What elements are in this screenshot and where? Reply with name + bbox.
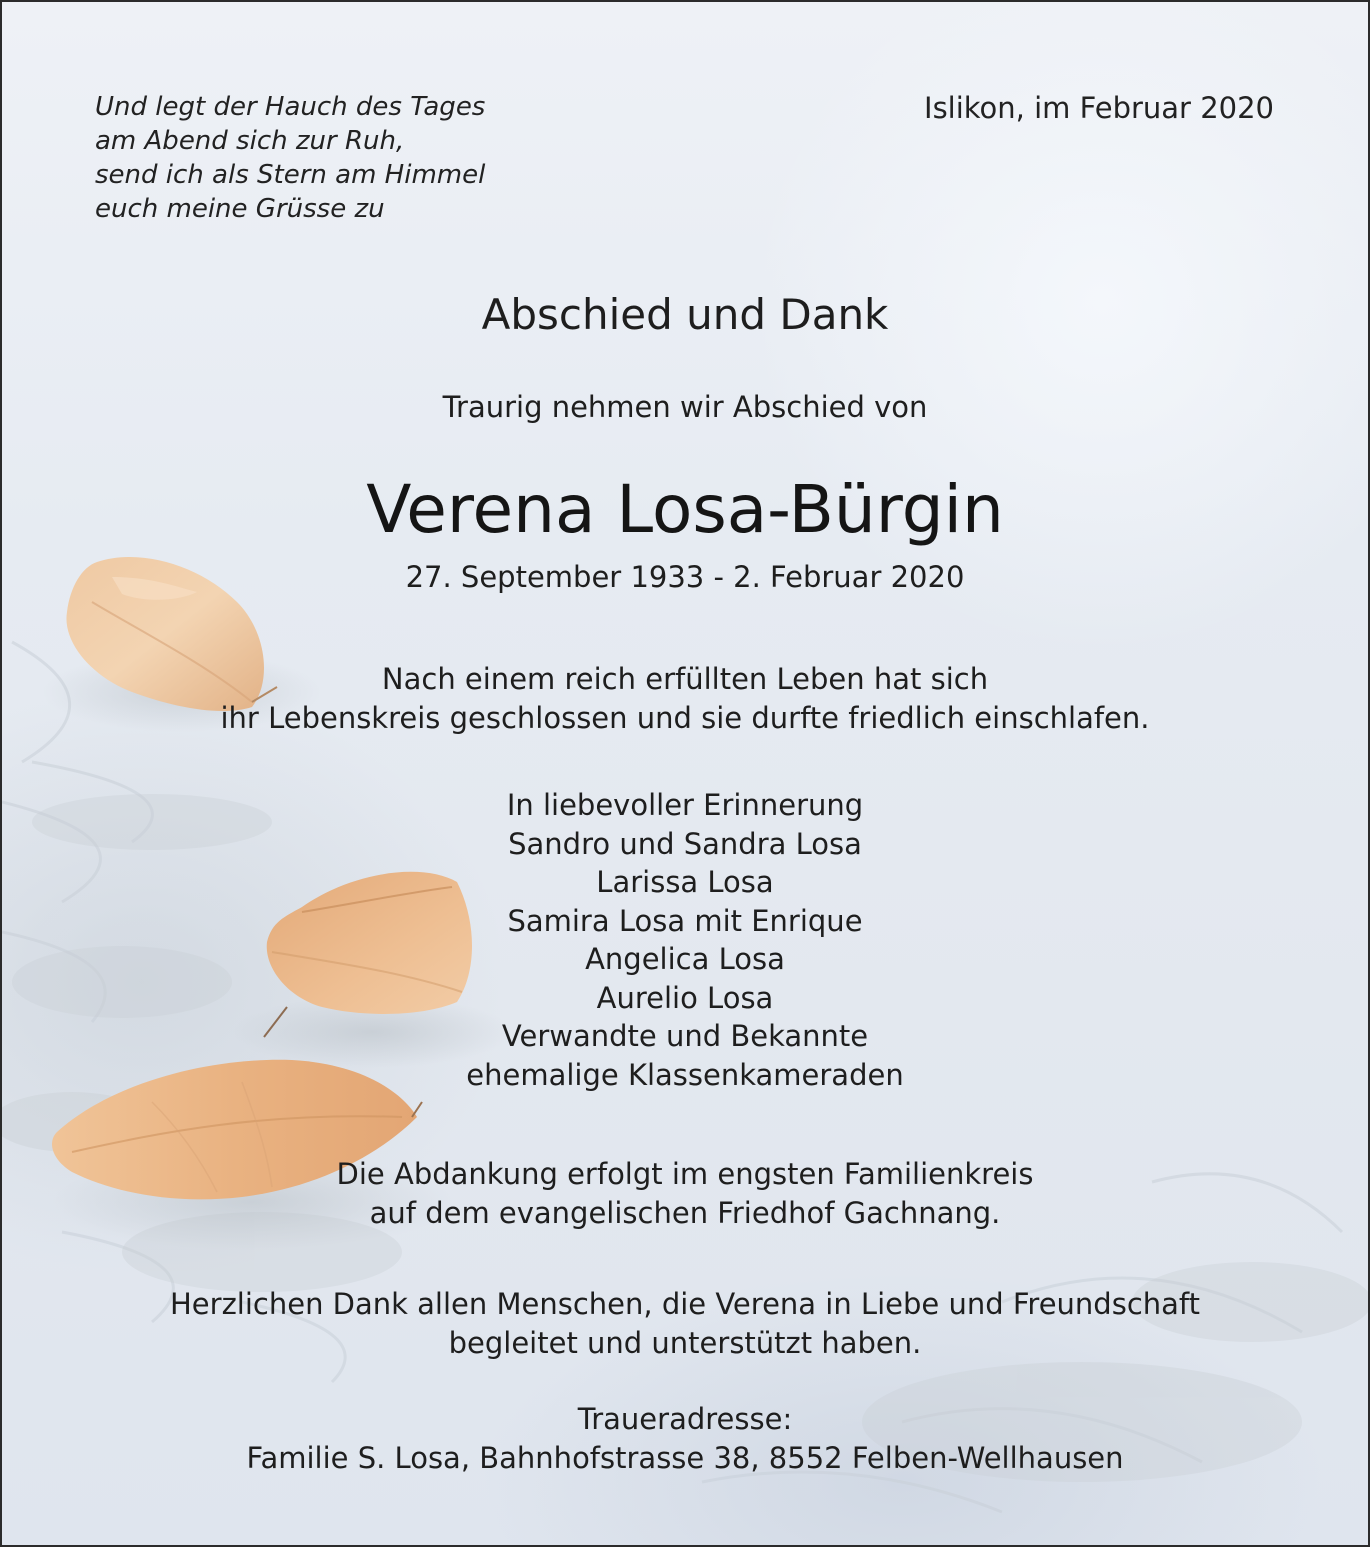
text-line: ihr Lebenskreis geschlossen und sie durfte friedlich einschlafen. [220,700,1150,735]
text-line: Die Abdankung erfolgt im engsten Familienkreis [336,1157,1034,1191]
address-label: Traueradresse: [577,1402,793,1436]
family-list [2,786,1368,1094]
family-line: Sandro und Sandra Losa [508,826,862,861]
text-line: Nach einem reich erfüllten Leben hat sich [381,662,989,696]
family-line: Angelica Losa [585,942,785,976]
text-line: auf dem evangelischen Friedhof Gachnang. [369,1195,1001,1230]
poem-line: euch meine Grüsse zu [95,194,385,224]
heading: Abschied und Dank [481,290,889,339]
address-line: Familie S. Losa, Bahnhofstrasse 38, 8552 Felben-Wellhausen [246,1440,1124,1475]
deceased-name: Verena Losa-Bürgin [366,471,1004,548]
family-line: Verwandte und Bekannte [501,1019,869,1053]
family-line: Larissa Losa [596,865,774,899]
place-and-date: Islikon, im Februar 2020 [924,91,1274,125]
funeral-service-text [2,1155,1368,1232]
poem-line: am Abend sich zur Ruh, [95,126,405,156]
poem-line: send ich als Stern am Himmel [95,160,486,190]
family-line: In liebevoller Erinnerung [506,788,864,822]
text-line: Herzlichen Dank allen Menschen, die Verena in Liebe und Freundschaft [170,1287,1200,1321]
family-line: ehemalige Klassenkameraden [466,1057,904,1092]
thanks-text [2,1285,1368,1362]
poem-line: Und legt der Hauch des Tages [95,92,486,122]
memorial-poem [95,90,485,226]
family-line: Samira Losa mit Enrique [507,903,863,938]
life-dates: 27. September 1933 - 2. Februar 2020 [405,560,965,594]
family-line: Aurelio Losa [596,980,774,1015]
intro-text: Traurig nehmen wir Abschied von [442,390,928,424]
mourning-address [2,1400,1368,1477]
text-line: begleitet und unterstützt haben. [448,1325,922,1360]
life-text [2,660,1368,737]
